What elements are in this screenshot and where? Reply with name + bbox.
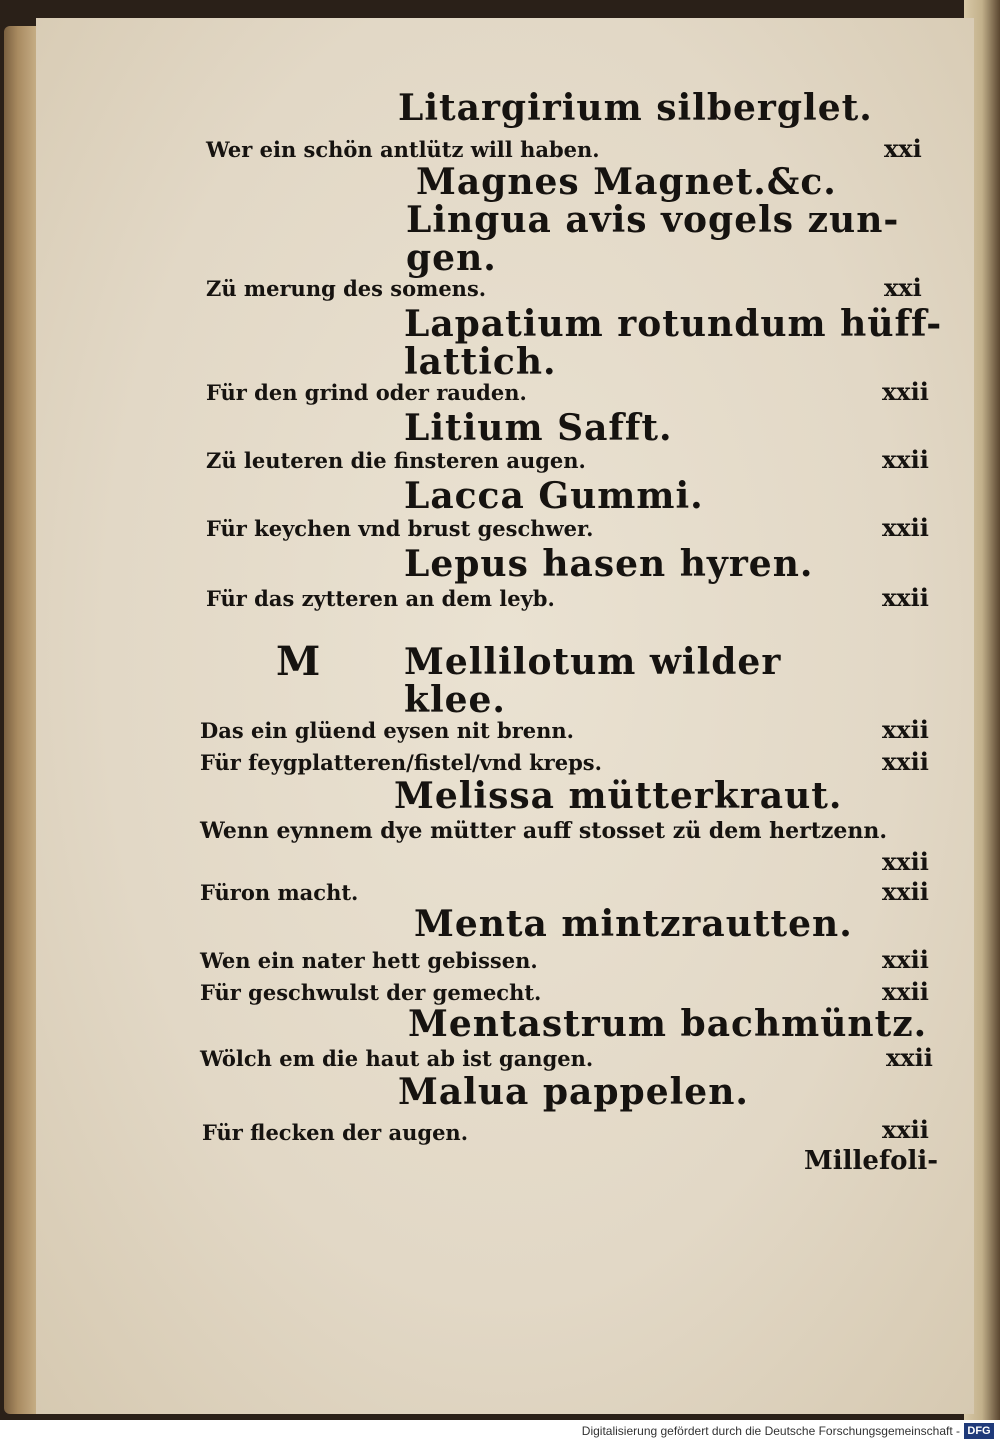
entry-text: Wenn eynnem dye mütter auff stosset zü dem hertzenn. (200, 818, 888, 844)
page-reference: xxii (882, 747, 929, 776)
entry-text: Für keychen vnd brust geschwer. (206, 516, 594, 541)
catchword: Millefoli- (804, 1146, 939, 1176)
entry-text: Für feygplatteren/fistel/vnd kreps. (200, 750, 602, 775)
page-reference: xxii (882, 847, 929, 876)
page-reference: xxii (886, 1043, 933, 1072)
entry-text: Zü leuteren die finsteren augen. (206, 448, 586, 473)
entry-text: Das ein glüend eysen nit brenn. (200, 718, 574, 743)
footer-credit: Digitalisierung gefördert durch die Deutsche Forschungsgemeinschaft - (581, 1424, 960, 1438)
entry-text: Wölch em die haut ab ist gangen. (200, 1046, 594, 1071)
entry-text: Wen ein nater hett gebissen. (200, 948, 538, 973)
footer (0, 1420, 1000, 1443)
entry-text: Wer ein schön antlütz will haben. (206, 137, 600, 162)
book-page (36, 18, 974, 1414)
heading-mentastrum: Mentastrum bachmüntz. (408, 1003, 928, 1045)
page-reference: xxi (884, 273, 922, 302)
heading-litargirium: Litargirium silberglet. (398, 87, 873, 129)
page-reference: xxii (882, 445, 929, 474)
page-reference: xxi (884, 134, 922, 163)
heading-continuation: gen. (406, 237, 497, 279)
heading-lapatium: Lapatium rotundum hüff- (404, 303, 943, 345)
heading-mellilotum: Mellilotum wilder (404, 641, 782, 683)
entry-text: Für das zytteren an dem leyb. (206, 586, 555, 611)
page-reference: xxii (882, 715, 929, 744)
heading-lepus: Lepus hasen hyren. (404, 543, 814, 585)
heading-continuation: lattich. (404, 341, 557, 383)
book-edge-left (4, 26, 38, 1414)
heading-melissa: Melissa mütterkraut. (394, 775, 843, 817)
heading-continuation: klee. (404, 679, 506, 721)
heading-menta: Menta mintzrautten. (414, 903, 853, 945)
page-reference: xxii (882, 1115, 929, 1144)
page-reference: xxii (882, 513, 929, 542)
heading-lacca: Lacca Gummi. (404, 475, 704, 517)
entry-text: Für flecken der augen. (202, 1120, 469, 1145)
page-reference: xxii (882, 877, 929, 906)
heading-magnes: Magnes Magnet.&c. (416, 161, 837, 203)
dfg-logo-icon: DFG (964, 1423, 994, 1439)
heading-lingua-avis: Lingua avis vogels zun- (406, 199, 900, 241)
entry-text: Zü merung des somens. (206, 276, 487, 301)
heading-malua: Malua pappelen. (398, 1071, 749, 1113)
entry-text: Füron macht. (200, 880, 359, 905)
page-reference: xxii (882, 945, 929, 974)
section-letter: M (276, 638, 321, 685)
entry-text: Für den grind oder rauden. (206, 380, 527, 405)
page-reference: xxii (882, 977, 929, 1006)
heading-litium: Litium Safft. (404, 407, 673, 449)
page-reference: xxii (882, 583, 929, 612)
page-reference: xxii (882, 377, 929, 406)
entry-text: Für geschwulst der gemecht. (200, 980, 542, 1005)
